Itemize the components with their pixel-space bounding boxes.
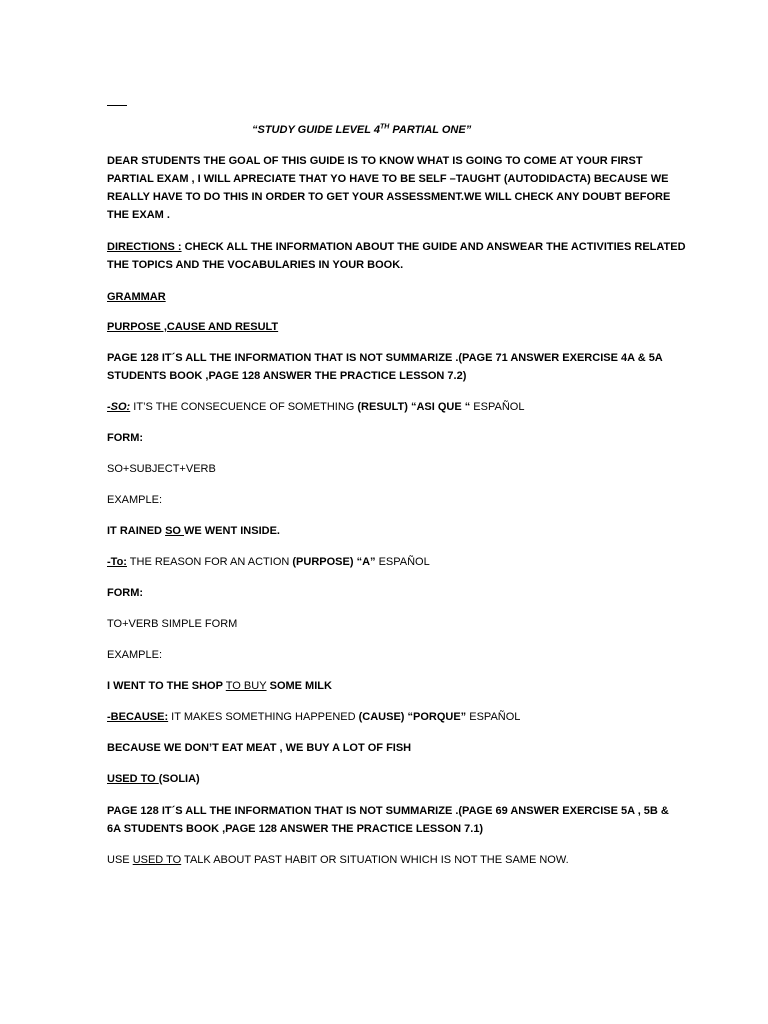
page-ref-2-line-1: PAGE 128 IT´S ALL THE INFORMATION THAT IS NOT SUMMARIZE .(PAGE 69 ANSWER EXERCISE 5A , 5B & — [107, 805, 669, 817]
so-example — [107, 522, 667, 540]
so-description: IT’S THE CONSECUENCE OF SOMETHING — [130, 401, 358, 413]
because-language: ESPAÑOL — [466, 711, 521, 723]
to-definition — [107, 553, 667, 571]
intro-line-2: PARTIAL EXAM , I WILL APRECIATE THAT YO HAVE TO BE SELF –TAUGHT (AUTODIDACTA) BECAUSE WE — [107, 173, 669, 185]
used-to-tag: (SOLIA) — [158, 773, 200, 785]
to-tag: (PURPOSE) “A” — [292, 556, 376, 568]
to-example-start: I WENT TO THE SHOP — [107, 680, 226, 692]
to-term: -To: — [107, 556, 127, 568]
page-title — [252, 121, 768, 139]
because-tag: (CAUSE) “PORQUE” — [358, 711, 467, 723]
used-to-usage-key: USED TO — [132, 854, 182, 866]
intro-line-3: REALLY HAVE TO DO THIS IN ORDER TO GET YOUR ASSESSMENT.WE WILL CHECK ANY DOUBT BEFORE — [107, 191, 671, 203]
to-description: THE REASON FOR AN ACTION — [126, 556, 293, 568]
because-definition — [107, 708, 667, 726]
so-language: ESPAÑOL — [470, 401, 525, 413]
directions-text: CHECK ALL THE INFORMATION ABOUT THE GUIDE AND ANSWEAR THE ACTIVITIES RELATED — [181, 241, 686, 253]
because-description: IT MAKES SOMETHING HAPPENED — [168, 711, 359, 723]
to-form-label: FORM: — [107, 587, 144, 599]
to-example — [107, 677, 667, 695]
to-example-label: EXAMPLE: — [107, 649, 163, 661]
because-example: BECAUSE WE DON’T EAT MEAT , WE BUY A LOT OF FISH — [107, 742, 412, 754]
page-ref-1-line-2: STUDENTS BOOK ,PAGE 128 ANSWER THE PRACTICE LESSON 7.2) — [107, 370, 467, 382]
to-language: ESPAÑOL — [375, 556, 430, 568]
intro-line-4: THE EXAM . — [107, 209, 170, 221]
so-tag: (RESULT) “ASI QUE “ — [357, 401, 471, 413]
used-to-usage-start: USE — [107, 854, 133, 866]
so-example-start: IT RAINED — [107, 525, 166, 537]
to-example-end: SOME MILK — [266, 680, 332, 692]
page-ref-1-line-1: PAGE 128 IT´S ALL THE INFORMATION THAT IS NOT SUMMARIZE .(PAGE 71 ANSWER EXERCISE 4A & 5A — [107, 352, 663, 364]
to-form: TO+VERB SIMPLE FORM — [107, 618, 238, 630]
to-example-key: TO BUY — [225, 680, 267, 692]
so-form-label: FORM: — [107, 432, 144, 444]
page-ref-2-line-2: 6A STUDENTS BOOK ,PAGE 128 ANSWER THE PRACTICE LESSON 7.1) — [107, 823, 484, 835]
so-term: -SO: — [107, 401, 131, 413]
grammar-heading: GRAMMAR — [107, 291, 166, 303]
directions-line-2: THE TOPICS AND THE VOCABULARIES IN YOUR BOOK. — [107, 259, 404, 271]
title-superscript: TH — [379, 123, 390, 131]
so-example-end: WE WENT INSIDE. — [184, 525, 280, 537]
so-example-label: EXAMPLE: — [107, 494, 163, 506]
directions-label: DIRECTIONS : — [107, 241, 182, 253]
used-to-usage — [107, 851, 667, 869]
title-text-end: PARTIAL ONE” — [389, 124, 472, 136]
header-rule — [107, 105, 127, 106]
directions-line-1 — [107, 238, 686, 256]
used-to-usage-end: TALK ABOUT PAST HABIT OR SITUATION WHICH IS NOT THE SAME NOW. — [181, 854, 569, 866]
because-term: -BECAUSE: — [107, 711, 169, 723]
title-text: “STUDY GUIDE LEVEL 4 — [252, 124, 380, 136]
intro-line-1: DEAR STUDENTS THE GOAL OF THIS GUIDE IS TO KNOW WHAT IS GOING TO COME AT YOUR FIRST — [107, 155, 643, 167]
used-to-term: USED TO — [107, 773, 159, 785]
used-to-heading — [107, 770, 667, 788]
so-form: SO+SUBJECT+VERB — [107, 463, 216, 475]
so-definition — [107, 398, 667, 416]
purpose-heading: PURPOSE ,CAUSE AND RESULT — [107, 321, 279, 333]
so-example-key: SO — [165, 525, 185, 537]
